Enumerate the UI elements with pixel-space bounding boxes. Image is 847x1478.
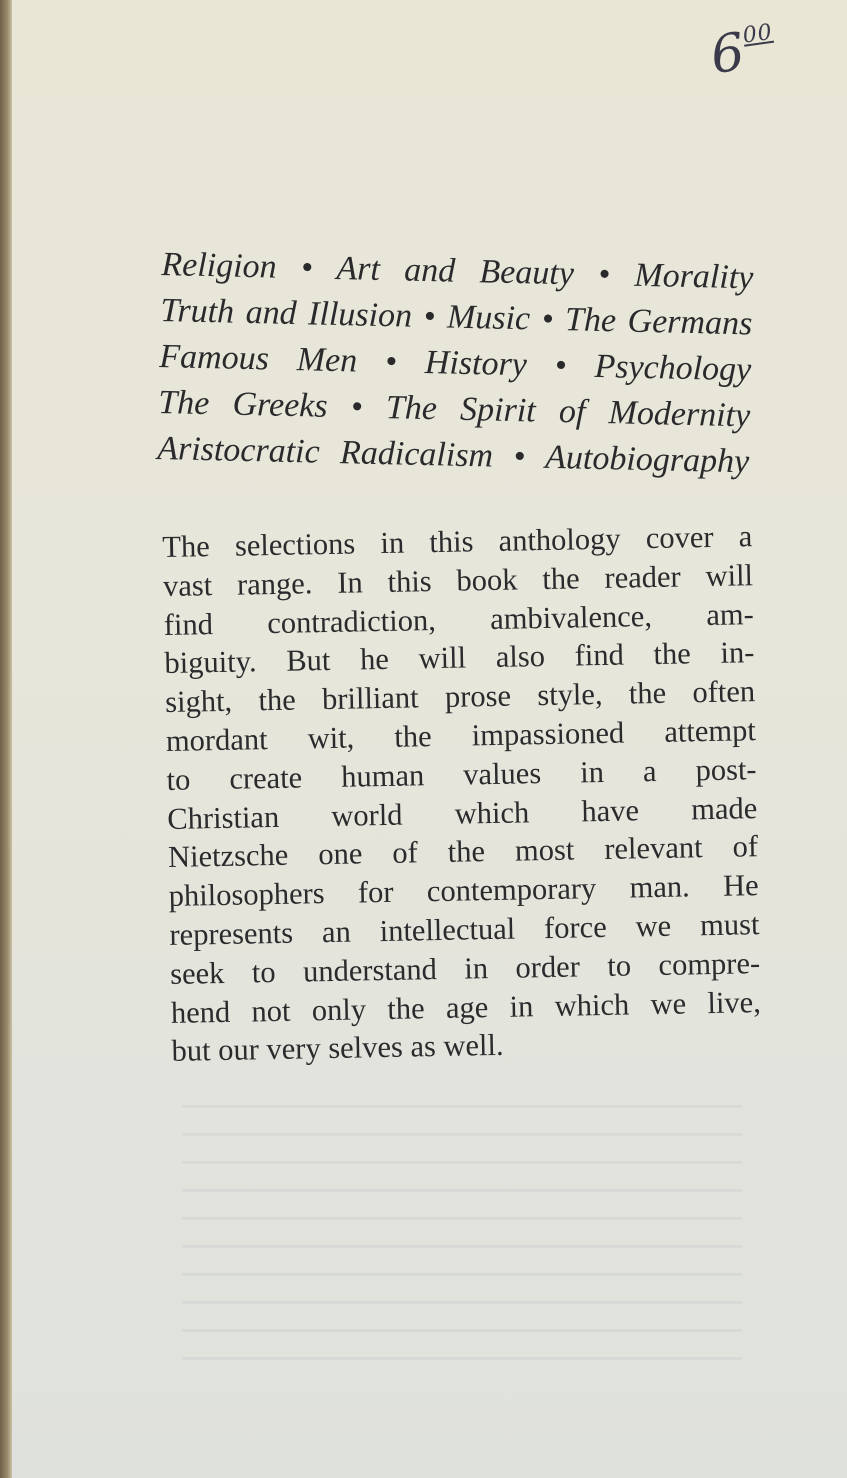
description-line: seek to understand in order to compre- [169,945,761,991]
topics-list [157,242,754,485]
description-line: vast range. In this book the reader will [162,557,754,603]
price-cents: 00 [741,19,775,49]
description-line: biguity. But he will also find the in- [164,635,755,681]
price-dollars: 6 [707,22,750,87]
description-paragraph [162,517,762,1071]
description-line: but our very selves as well. [171,1028,504,1069]
description-line: philosophers for contemporary man. He [168,868,759,914]
description-line: The selections in this anthology cover a [162,519,753,564]
description-line: mordant wit, the impassioned attempt [165,713,757,758]
description-line: hend not only the age in which we live, [170,984,762,1030]
topic-line: Religion • Art and Beauty • Morality [161,245,754,297]
book-spine-edge [0,0,12,1478]
back-cover [12,0,847,1478]
description-line: find contradiction, ambivalence, am- [163,596,754,642]
handwritten-price [707,18,779,86]
topic-line: Famous Men • History • Psychology [158,337,752,389]
topic-line: Truth and Illusion • Music • The Germans [160,291,753,343]
description-line: Nietzsche one of the most relevant of [167,829,759,875]
topic-line: Aristocratic Radicalism • Autobiography [156,429,750,481]
bleed-through-texture [182,1100,742,1360]
topic-line: The Greeks • The Spirit of Modernity [157,383,751,435]
description-line: represents an intellectual force we must [169,907,760,952]
description-line: Christian world which have made [167,790,758,836]
description-line: sight, the brilliant prose style, the often [164,674,756,720]
description-line: to create human values in a post- [166,751,757,797]
